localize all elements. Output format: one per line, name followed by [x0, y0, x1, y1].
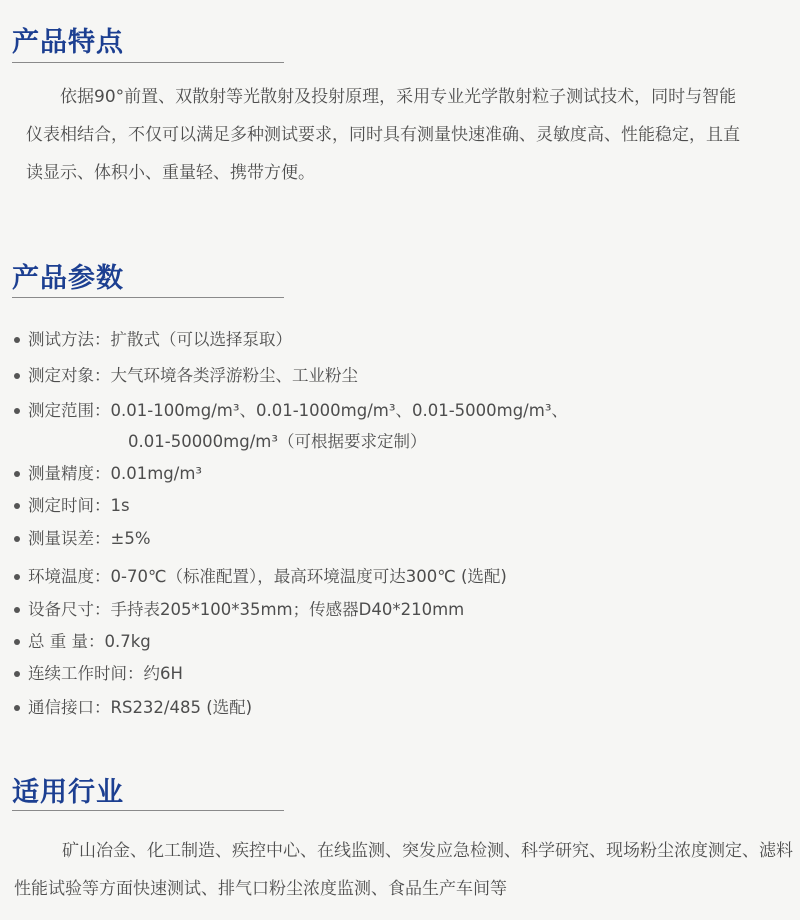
param-item-runtime: 连续工作时间：约6H	[14, 660, 183, 684]
features-title: 产品特点	[12, 27, 124, 58]
industries-paragraph: 矿山冶金、化工制造、疾控中心、在线监测、突发应急检测、科学研究、现场粉尘浓度测定、滤料性能试验等方面快速测试、排气口粉尘浓度监测、食品生产车间等	[14, 841, 793, 899]
features-paragraph: 依据90°前置、双散射等光散射及投射原理，采用专业光学散射粒子测试技术，同时与智能仪表相结合，不仅可以满足多种测试要求，同时具有测量快速准确、灵敏度高、性能稳定，且直读显示、体积小、重量轻、携带方便。	[26, 87, 740, 183]
bullet-icon	[14, 705, 20, 711]
param-item-time: 测定时间：1s	[14, 492, 130, 516]
param-item-weight: 总 重 量：0.7kg	[14, 628, 151, 652]
bullet-icon	[14, 503, 20, 509]
industries-title: 适用行业	[12, 777, 124, 808]
param-item-range: 测定范围：0.01-100mg/m³、0.01-1000mg/m³、0.01-5000mg/m³、	[14, 397, 568, 421]
param-item-object: 测定对象：大气环境各类浮游粉尘、工业粉尘	[14, 362, 358, 386]
param-range-continuation: 0.01-50000mg/m³（可根据要求定制）	[128, 432, 427, 451]
bullet-icon	[14, 471, 20, 477]
bullet-icon	[14, 607, 20, 613]
params-title: 产品参数	[12, 263, 124, 294]
bullet-icon	[14, 639, 20, 645]
param-item-size: 设备尺寸：手持表205*100*35mm；传感器D40*210mm	[14, 596, 464, 620]
param-item-error: 测量误差：±5%	[14, 525, 151, 549]
bullet-icon	[14, 671, 20, 677]
bullet-icon	[14, 536, 20, 542]
features-divider	[12, 62, 284, 63]
bullet-icon	[14, 337, 20, 343]
param-item-method: 测试方法：扩散式（可以选择泵取）	[14, 326, 292, 350]
bullet-icon	[14, 373, 20, 379]
industries-divider	[12, 810, 284, 811]
bullet-icon	[14, 408, 20, 414]
params-divider	[12, 297, 284, 298]
param-item-temperature: 环境温度：0-70℃（标准配置），最高环境温度可达300℃ (选配)	[14, 563, 507, 587]
param-item-precision: 测量精度：0.01mg/m³	[14, 460, 202, 484]
param-item-interface: 通信接口：RS232/485 (选配)	[14, 694, 252, 718]
bullet-icon	[14, 574, 20, 580]
